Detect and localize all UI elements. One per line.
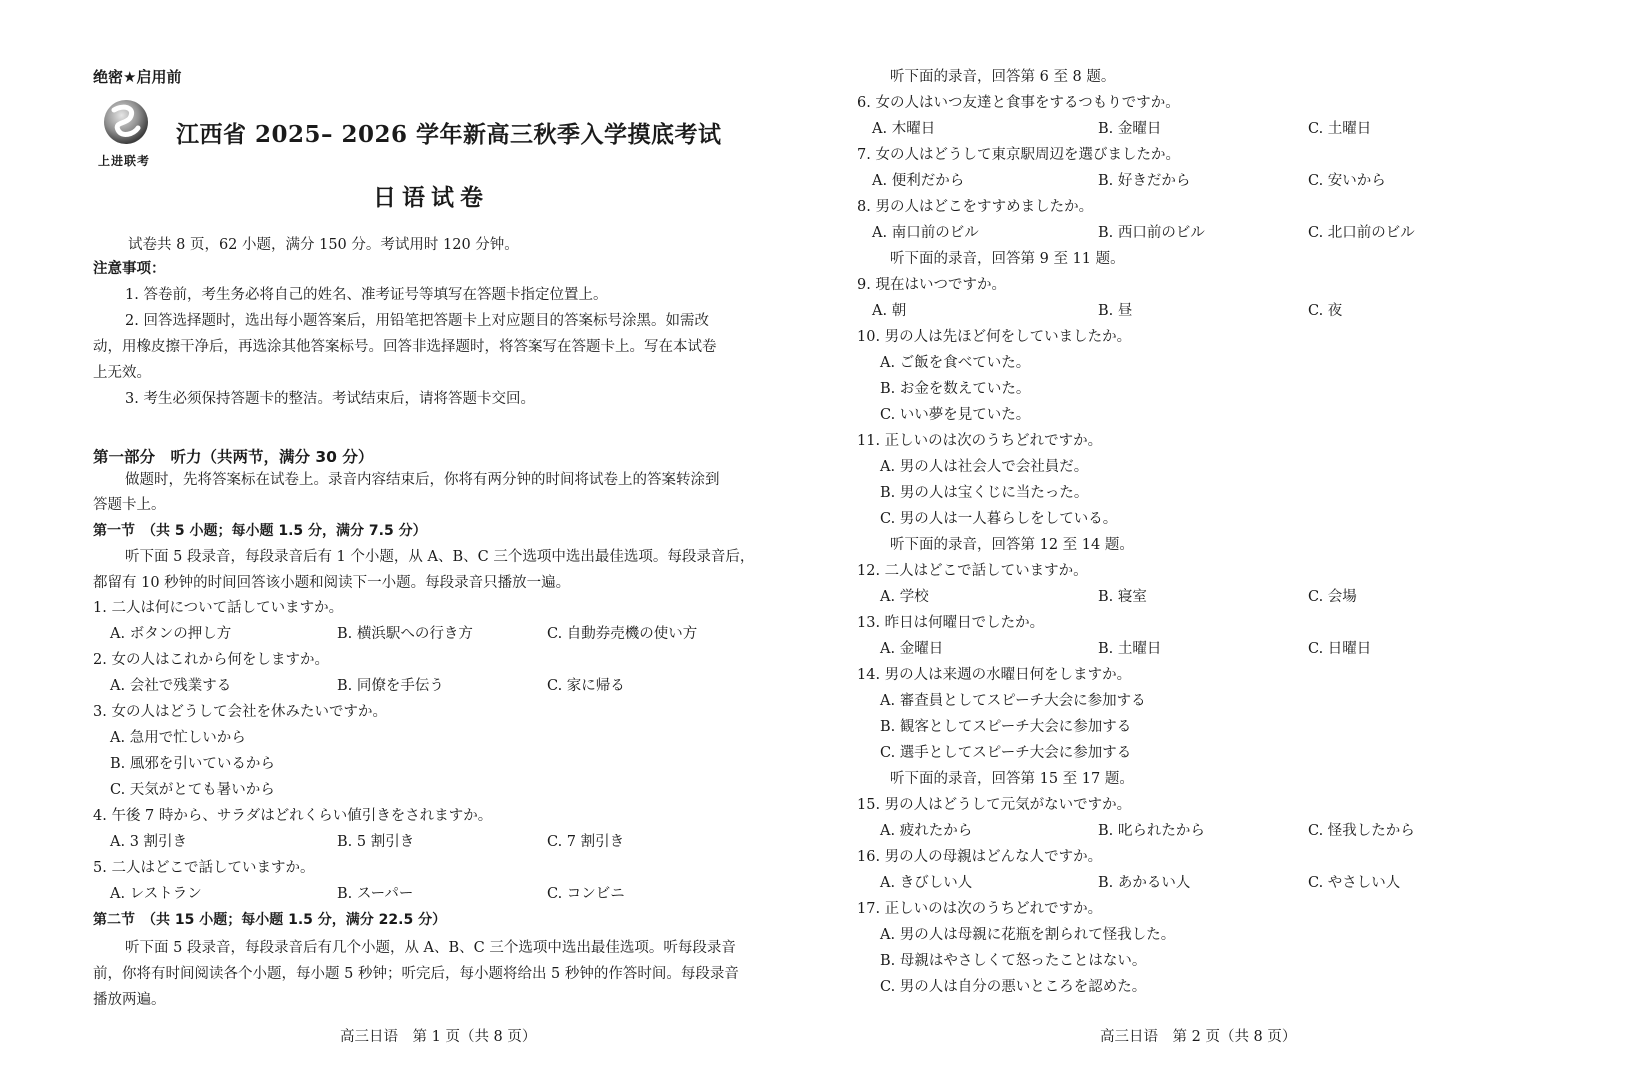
q13-option-a: A. 金曜日 (880, 641, 944, 657)
question-8: 8. 男の人はどこをすすめましたか。 (857, 199, 1094, 215)
q1-option-c: C. 自動券売機の使い方 (547, 626, 698, 642)
subject-title: 日语试卷 (373, 184, 489, 211)
question-9: 9. 現在はいつですか。 (857, 277, 1006, 293)
shangjin-logo (100, 98, 156, 154)
q7-option-c: C. 安いから (1308, 173, 1386, 189)
q10-option-a: A. ご飯を食べていた。 (880, 355, 1031, 371)
logo-emblem-icon (100, 98, 156, 154)
q14-option-c: C. 選手としてスピーチ大会に参加する (880, 745, 1132, 761)
q11-option-c: C. 男の人は一人暮らしをしている。 (880, 511, 1118, 527)
q3-option-a: A. 急用で忙しいから (110, 730, 246, 746)
q2-option-c: C. 家に帰る (547, 678, 625, 694)
q11-option-a: A. 男の人は社会人で会社員だ。 (880, 459, 1089, 475)
q16-option-a: A. きびしい人 (880, 875, 973, 891)
question-7: 7. 女の人はどうして東京駅周辺を選びましたか。 (857, 147, 1180, 163)
q16-option-b: B. あかるい人 (1098, 875, 1191, 891)
part1-heading: 第一部分 听力（共两节，满分 30 分） (93, 448, 374, 466)
section2-instruction-line-1: 听下面 5 段录音，每段录音后有几个小题，从 A、B、C 三个选项中选出最佳选项。听每段录音 (125, 940, 736, 956)
q2-option-b: B. 同僚を手伝う (337, 678, 444, 694)
q8-option-b: B. 西口前のビル (1098, 225, 1205, 241)
notice-item-3: 3. 考生必须保持答题卡的整洁。考试结束后，请将答题卡交回。 (125, 391, 535, 407)
section2-instruction-line-2: 前，你将有时间阅读各个小题，每小题 5 秒钟；听完后，每小题将给出 5 秒钟的作答时间。每段录音 (93, 966, 739, 982)
q15-option-c: C. 怪我したから (1308, 823, 1415, 839)
exam-page-2 (812, 0, 1625, 1079)
instruction-q15-17: 听下面的录音，回答第 15 至 17 题。 (890, 771, 1134, 787)
q4-option-c: C. 7 割引き (547, 834, 625, 850)
q4-option-a: A. 3 割引き (110, 834, 188, 850)
notice-item-1: 1. 答卷前，考生务必将自己的姓名、准考证号等填写在答题卡指定位置上。 (125, 287, 608, 303)
notice-item-2-line-3: 上无效。 (93, 365, 151, 381)
q2-option-a: A. 会社で残業する (110, 678, 232, 694)
q9-option-a: A. 朝 (872, 303, 907, 319)
q5-option-b: B. スーパー (337, 886, 414, 902)
q14-option-a: A. 審査員としてスピーチ大会に参加する (880, 693, 1146, 709)
q6-option-a: A. 木曜日 (872, 121, 936, 137)
q9-option-b: B. 昼 (1098, 303, 1133, 319)
q12-option-a: A. 学校 (880, 589, 929, 605)
question-1: 1. 二人は何について話していますか。 (93, 600, 344, 616)
q5-option-a: A. レストラン (110, 886, 202, 902)
notice-item-2-line-1: 2. 回答选择题时，选出每小题答案后，用铅笔把答题卡上对应题目的答案标号涂黑。如需改 (125, 313, 709, 329)
question-16: 16. 男の人の母親はどんな人ですか。 (857, 849, 1103, 865)
q6-option-c: C. 土曜日 (1308, 121, 1372, 137)
q14-option-b: B. 観客としてスピーチ大会に参加する (880, 719, 1132, 735)
notice-item-2-line-2: 动，用橡皮擦干净后，再选涂其他答案标号。回答非选择题时，将答案写在答题卡上。写在本试卷 (93, 339, 717, 355)
question-6: 6. 女の人はいつ友達と食事をするつもりですか。 (857, 95, 1180, 111)
instruction-q9-11: 听下面的录音，回答第 9 至 11 题。 (890, 251, 1125, 267)
part1-instruction-line-1: 做题时，先将答案标在试卷上。录音内容结束后，你将有两分钟的时间将试卷上的答案转涂到 (125, 472, 720, 488)
q13-option-c: C. 日曜日 (1308, 641, 1372, 657)
logo-text: 上进联考 (98, 154, 151, 168)
q10-option-b: B. お金を数えていた。 (880, 381, 1031, 397)
q12-option-c: C. 会場 (1308, 589, 1357, 605)
question-14: 14. 男の人は来週の水曜日何をしますか。 (857, 667, 1132, 683)
section2-instruction-line-3: 播放两遍。 (93, 992, 166, 1008)
instruction-q12-14: 听下面的录音，回答第 12 至 14 题。 (890, 537, 1134, 553)
q9-option-c: C. 夜 (1308, 303, 1343, 319)
q11-option-b: B. 男の人は宝くじに当たった。 (880, 485, 1089, 501)
q17-option-a: A. 男の人は母親に花瓶を割られて怪我した。 (880, 927, 1176, 943)
section1-instruction-line-1: 听下面 5 段录音，每段录音后有 1 个小题，从 A、B、C 三个选项中选出最佳选项。每段录音后， (125, 549, 755, 565)
q6-option-b: B. 金曜日 (1098, 121, 1162, 137)
q3-option-b: B. 風邪を引いているから (110, 756, 275, 772)
q15-option-a: A. 疲れたから (880, 823, 973, 839)
q17-option-c: C. 男の人は自分の悪いところを認めた。 (880, 979, 1147, 995)
instruction-q6-8: 听下面的录音，回答第 6 至 8 题。 (890, 69, 1116, 85)
confidential-mark: 绝密★启用前 (93, 68, 182, 86)
q12-option-b: B. 寝室 (1098, 589, 1147, 605)
q4-option-b: B. 5 割引き (337, 834, 415, 850)
question-17: 17. 正しいのは次のうちどれですか。 (857, 901, 1103, 917)
question-13: 13. 昨日は何曜日でしたか。 (857, 615, 1045, 631)
q13-option-b: B. 土曜日 (1098, 641, 1162, 657)
q10-option-c: C. いい夢を見ていた。 (880, 407, 1031, 423)
question-2: 2. 女の人はこれから何をしますか。 (93, 652, 329, 668)
q17-option-b: B. 母親はやさしくて怒ったことはない。 (880, 953, 1147, 969)
question-10: 10. 男の人は先ほど何をしていましたか。 (857, 329, 1132, 345)
q7-option-b: B. 好きだから (1098, 173, 1191, 189)
page-footer-1: 高三日语 第 1 页（共 8 页） (340, 1029, 537, 1045)
q7-option-a: A. 便利だから (872, 173, 965, 189)
question-12: 12. 二人はどこで話していますか。 (857, 563, 1088, 579)
q3-option-c: C. 天気がとても暑いから (110, 782, 275, 798)
notice-heading: 注意事项： (93, 261, 166, 277)
section1-instruction-line-2: 都留有 10 秒钟的时间回答该小题和阅读下一小题。每段录音只播放一遍。 (93, 575, 571, 591)
part1-instruction-line-2: 答题卡上。 (93, 497, 166, 513)
q8-option-a: A. 南口前のビル (872, 225, 979, 241)
page-footer-2: 高三日语 第 2 页（共 8 页） (1100, 1029, 1297, 1045)
q16-option-c: C. やさしい人 (1308, 875, 1401, 891)
exam-page-1 (0, 0, 812, 1079)
question-15: 15. 男の人はどうして元気がないですか。 (857, 797, 1132, 813)
question-4: 4. 午後 7 時から、サラダはどれくらい値引きをされますか。 (93, 808, 493, 824)
exam-intro: 试卷共 8 页，62 小题，满分 150 分。考试用时 120 分钟。 (128, 237, 519, 253)
section2-heading: 第二节 （共 15 小题；每小题 1.5 分，满分 22.5 分） (93, 912, 447, 928)
q15-option-b: B. 叱られたから (1098, 823, 1205, 839)
question-11: 11. 正しいのは次のうちどれですか。 (857, 433, 1103, 449)
q1-option-b: B. 横浜駅への行き方 (337, 626, 473, 642)
exam-title: 江西省 2025– 2026 学年新高三秋季入学摸底考试 (176, 121, 722, 148)
question-3: 3. 女の人はどうして会社を休みたいですか。 (93, 704, 387, 720)
section1-heading: 第一节 （共 5 小题；每小题 1.5 分，满分 7.5 分） (93, 523, 427, 539)
q5-option-c: C. コンビニ (547, 886, 625, 902)
question-5: 5. 二人はどこで話していますか。 (93, 860, 315, 876)
q1-option-a: A. ボタンの押し方 (110, 626, 232, 642)
q8-option-c: C. 北口前のビル (1308, 225, 1415, 241)
